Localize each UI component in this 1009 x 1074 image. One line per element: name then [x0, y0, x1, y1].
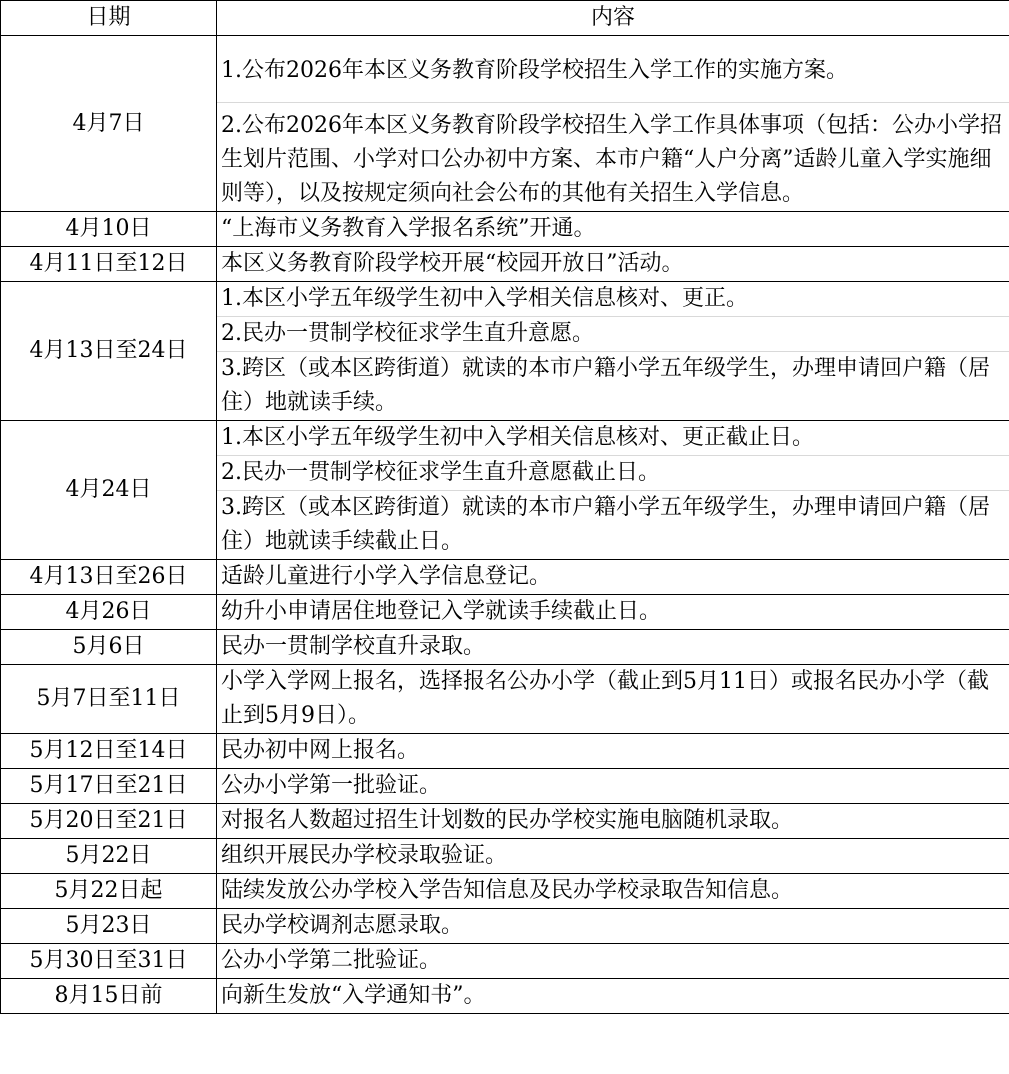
- table-row: [1, 595, 1009, 630]
- date-cell: 5月23日: [1, 909, 217, 944]
- content-item: 公办小学第二批验证。: [221, 948, 442, 973]
- content-cell: [217, 36, 1009, 212]
- table-row: [1, 734, 1009, 769]
- date-cell: 4月24日: [1, 421, 217, 560]
- table-row: [1, 769, 1009, 804]
- date-cell: 5月22日起: [1, 874, 217, 909]
- table-row: [1, 665, 1009, 734]
- content-item: 陆续发放公办学校入学告知信息及民办学校录取告知信息。: [221, 878, 794, 903]
- table-row: [1, 630, 1009, 665]
- table-row: [1, 874, 1009, 909]
- header-content: 内容: [217, 1, 1009, 36]
- table-body: [1, 36, 1009, 1014]
- content-cell: [217, 560, 1009, 595]
- header-date: 日期: [1, 1, 217, 36]
- date-cell: 4月13日至24日: [1, 282, 217, 421]
- content-cell: [217, 665, 1009, 734]
- table-row: [1, 979, 1009, 1014]
- content-cell: [217, 282, 1009, 421]
- content-item: 3.跨区（或本区跨街道）就读的本市户籍小学五年级学生，办理申请回户籍（居住）地就读手续截止日。: [217, 490, 1009, 559]
- content-cell: [217, 874, 1009, 909]
- table-row: [1, 282, 1009, 421]
- content-cell: [217, 630, 1009, 665]
- content-item: 民办初中网上报名。: [221, 738, 420, 763]
- content-cell: [217, 247, 1009, 282]
- table-row: [1, 909, 1009, 944]
- table-row: [1, 944, 1009, 979]
- date-cell: 5月12日至14日: [1, 734, 217, 769]
- date-cell: 4月7日: [1, 36, 217, 212]
- date-cell: 5月22日: [1, 839, 217, 874]
- content-cell: [217, 839, 1009, 874]
- content-cell: [217, 212, 1009, 247]
- content-item: 适龄儿童进行小学入学信息登记。: [221, 564, 552, 589]
- content-item: 1.本区小学五年级学生初中入学相关信息核对、更正。: [221, 286, 748, 311]
- date-cell: 5月20日至21日: [1, 804, 217, 839]
- content-cell: [217, 734, 1009, 769]
- table-row: [1, 804, 1009, 839]
- content-item: “上海市义务教育入学报名系统”开通。: [221, 216, 596, 241]
- content-item: 对报名人数超过招生计划数的民办学校实施电脑随机录取。: [221, 808, 794, 833]
- content-cell: [217, 804, 1009, 839]
- table-header-row: [1, 1, 1009, 36]
- content-cell: [217, 944, 1009, 979]
- content-item: 2.民办一贯制学校征求学生直升意愿。: [217, 316, 1009, 351]
- content-item: 民办学校调剂志愿录取。: [221, 913, 464, 938]
- date-cell: 5月7日至11日: [1, 665, 217, 734]
- table-row: [1, 839, 1009, 874]
- date-cell: 8月15日前: [1, 979, 217, 1014]
- content-cell: [217, 769, 1009, 804]
- content-cell: [217, 595, 1009, 630]
- content-item: 组织开展民办学校录取验证。: [221, 843, 508, 868]
- date-cell: 4月26日: [1, 595, 217, 630]
- date-cell: 5月30日至31日: [1, 944, 217, 979]
- content-item: 民办一贯制学校直升录取。: [221, 634, 486, 659]
- content-item: 2.民办一贯制学校征求学生直升意愿截止日。: [217, 455, 1009, 490]
- content-item: 幼升小申请居住地登记入学就读手续截止日。: [221, 599, 662, 624]
- content-cell: [217, 979, 1009, 1014]
- date-cell: 5月17日至21日: [1, 769, 217, 804]
- content-cell: [217, 909, 1009, 944]
- content-item: 3.跨区（或本区跨街道）就读的本市户籍小学五年级学生，办理申请回户籍（居住）地就读手续。: [217, 351, 1009, 420]
- table-row: [1, 36, 1009, 212]
- date-cell: 4月13日至26日: [1, 560, 217, 595]
- content-item: 2.公布2026年本区义务教育阶段学校招生入学工作具体事项（包括：公办小学招生划片范围、小学对口公办初中方案、本市户籍“人户分离”适龄儿童入学实施细则等），以及按规定须向社会公布的其他有关招生入学信息。: [217, 102, 1009, 211]
- content-item: 小学入学网上报名，选择报名公办小学（截止到5月11日）或报名民办小学（截止到5月9日）。: [221, 669, 989, 728]
- content-item: 1.公布2026年本区义务教育阶段学校招生入学工作的实施方案。: [221, 58, 848, 83]
- content-cell: [217, 421, 1009, 560]
- table-row: [1, 212, 1009, 247]
- table-row: [1, 421, 1009, 560]
- table-row: [1, 247, 1009, 282]
- content-item: 本区义务教育阶段学校开展“校园开放日”活动。: [221, 251, 684, 276]
- content-item: 公办小学第一批验证。: [221, 773, 442, 798]
- date-cell: 4月11日至12日: [1, 247, 217, 282]
- date-cell: 5月6日: [1, 630, 217, 665]
- content-item: 1.本区小学五年级学生初中入学相关信息核对、更正截止日。: [221, 425, 814, 450]
- date-cell: 4月10日: [1, 212, 217, 247]
- table-row: [1, 560, 1009, 595]
- content-item: 向新生发放“入学通知书”。: [221, 983, 486, 1008]
